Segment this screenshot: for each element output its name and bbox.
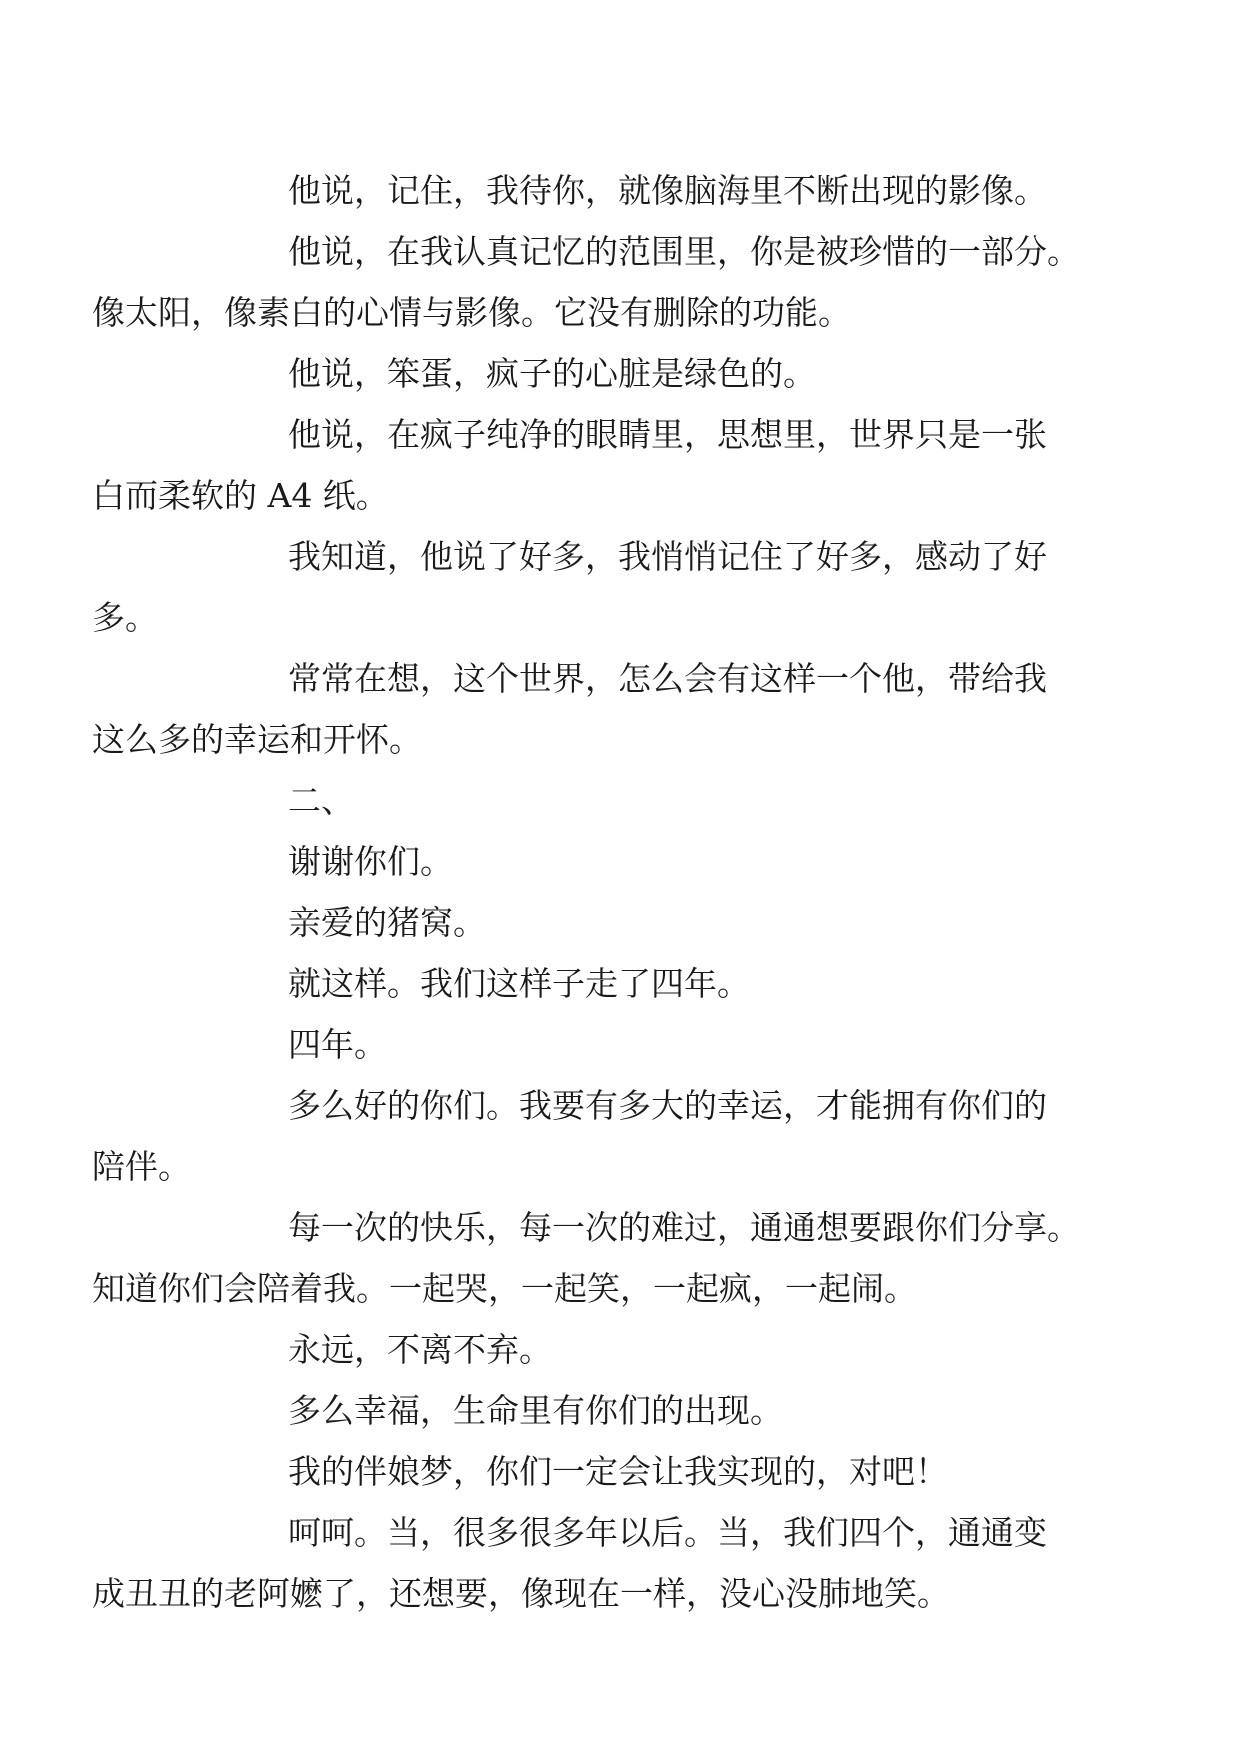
text-line: 呵呵。当，很多很多年以后。当，我们四个，通通变 [288,1513,1047,1552]
text-line: 永远，不离不弃。 [288,1330,552,1369]
text-line: 像太阳，像素白的心情与影像。它没有删除的功能。 [92,293,851,332]
paragraph [92,221,1080,343]
text-line: 就这样。我们这样子走了四年。 [288,964,750,1003]
text-line: 这么多的幸运和开怀。 [92,720,422,759]
text-line: 我知道，他说了好多，我悄悄记住了好多，感动了好 [288,537,1047,576]
paragraph [190,1319,1080,1380]
text-line: 常常在想，这个世界，怎么会有这样一个他，带给我 [288,659,1047,698]
paragraph [190,343,1080,404]
text-line: 每一次的快乐，每一次的难过，通通想要跟你们分享。 [288,1208,1080,1247]
paragraph [190,1380,1080,1441]
text-line: 多。 [92,598,158,637]
paragraph [92,404,1080,526]
paragraph [92,1075,1080,1197]
text-line: 他说，笨蛋，疯子的心脏是绿色的。 [288,354,816,393]
text-line: 我的伴娘梦，你们一定会让我实现的，对吧！ [288,1452,948,1491]
text-line: 谢谢你们。 [288,842,453,881]
paragraph [92,1502,1080,1624]
text-line: 亲爱的猪窝。 [288,903,486,942]
text-line: 他说，记住，我待你，就像脑海里不断出现的影像。 [288,171,1047,210]
paragraph [92,1197,1080,1319]
text-line: 他说，在疯子纯净的眼睛里，思想里，世界只是一张 [288,415,1047,454]
text-line: 陪伴。 [92,1147,191,1186]
paragraph [190,160,1080,221]
paragraph [190,831,1080,892]
paragraph [92,526,1080,648]
document-body [92,160,1080,1624]
text-line: 多么幸福，生命里有你们的出现。 [288,1391,783,1430]
section-heading [190,770,1080,831]
text-line: 四年。 [288,1025,387,1064]
text-line: 多么好的你们。我要有多大的幸运，才能拥有你们的 [288,1086,1047,1125]
text-line: 成丑丑的老阿嬷了，还想要，像现在一样，没心没肺地笑。 [92,1574,950,1613]
paragraph [190,953,1080,1014]
text-line: 知道你们会陪着我。一起哭，一起笑，一起疯，一起闹。 [92,1269,917,1308]
text-line: 他说，在我认真记忆的范围里，你是被珍惜的一部分。 [288,232,1080,271]
text-line: 白而柔软的 A4 纸。 [92,476,389,515]
paragraph [190,892,1080,953]
text-line: 二、 [288,781,354,820]
paragraph [190,1441,1080,1502]
paragraph [92,648,1080,770]
paragraph [190,1014,1080,1075]
